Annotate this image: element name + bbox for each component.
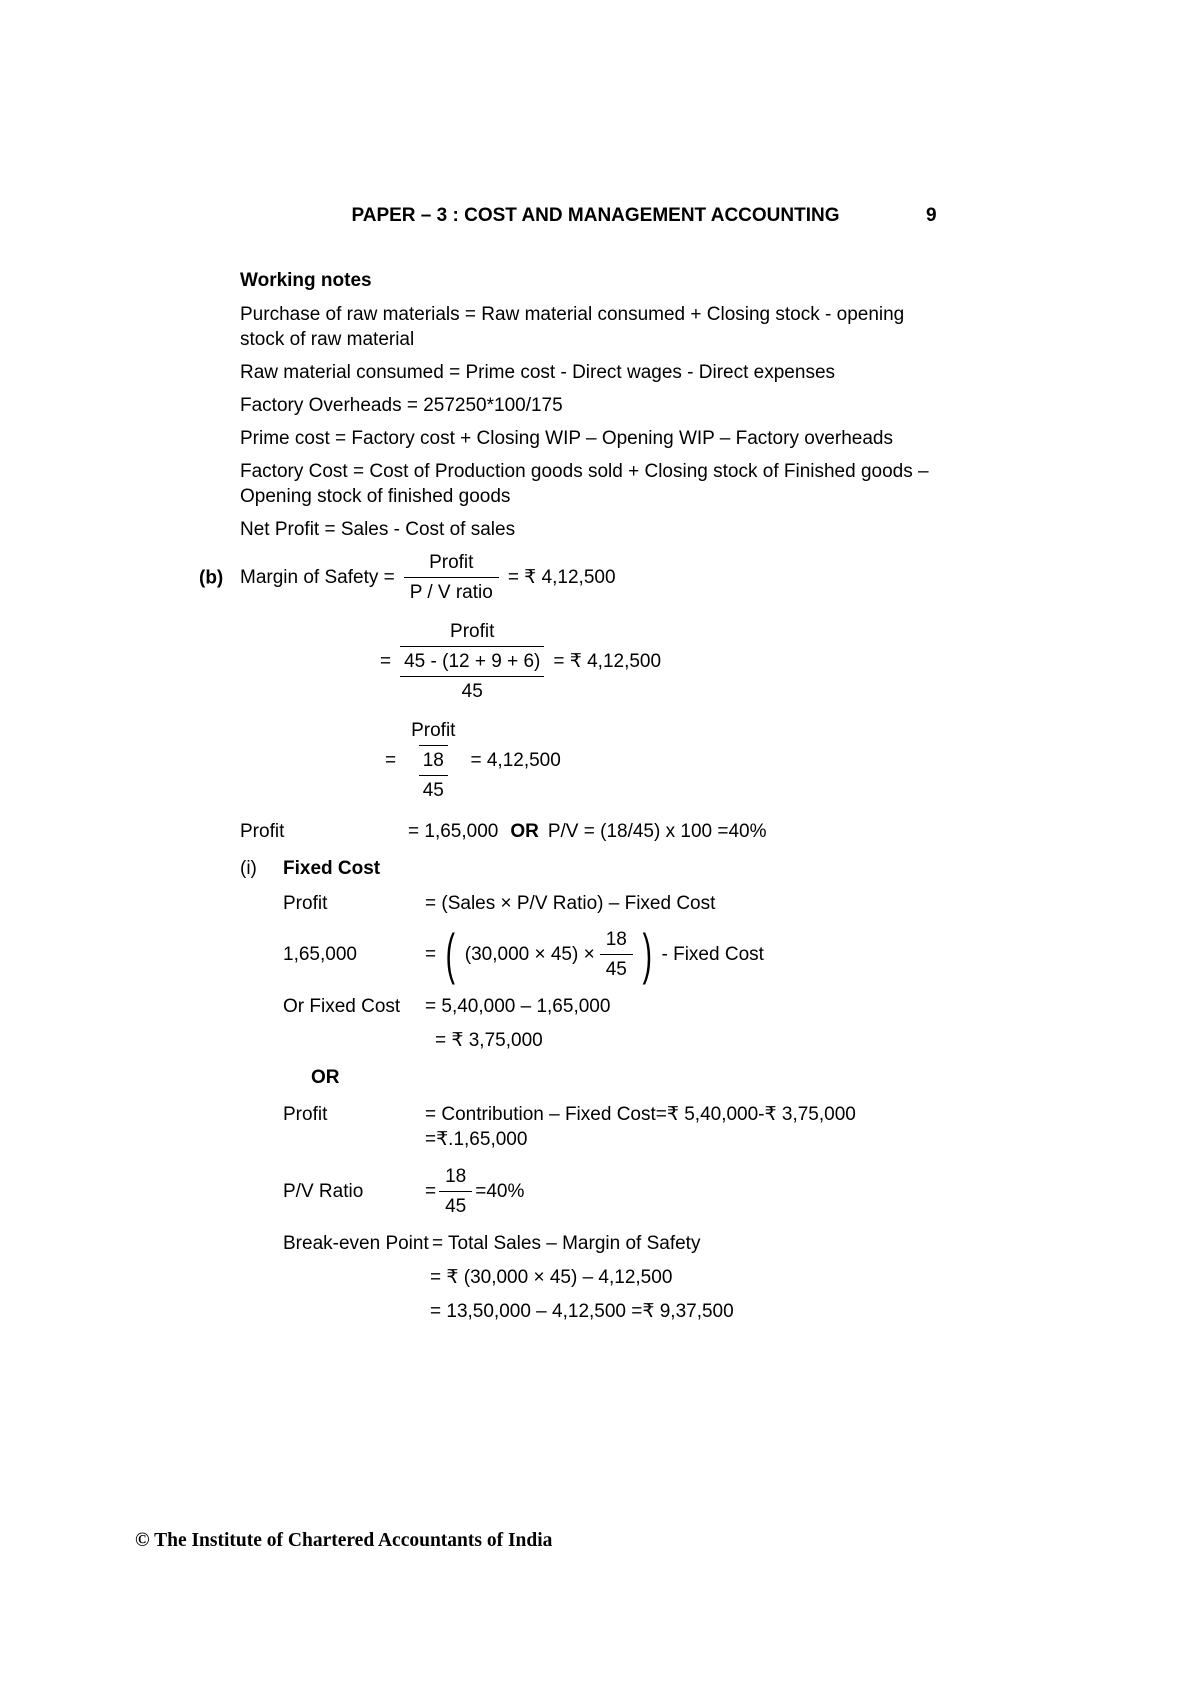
row-label: 1,65,000 xyxy=(283,943,357,965)
page-number: 9 xyxy=(926,205,937,226)
profit-label: Profit xyxy=(240,821,285,842)
profit-value: = 1,65,000 xyxy=(408,821,499,842)
section-i-heading-row xyxy=(240,856,946,881)
row-value: = (Sales × P/V Ratio) – Fixed Cost xyxy=(425,893,716,914)
inner-denominator: 45 xyxy=(419,775,448,803)
working-note-factory-cost: Factory Cost = Cost of Production goods sold + Closing stock of Finished goods – Opening stock of finished goods xyxy=(240,461,929,507)
inner-numerator: 18 xyxy=(422,750,444,771)
working-notes-heading: Working notes xyxy=(240,270,372,291)
amount-equation-row xyxy=(283,922,946,985)
nested-fraction xyxy=(400,619,544,704)
sales-factor: (30,000 × 45) × xyxy=(464,943,595,965)
margin-of-safety-lhs: Margin of Safety = xyxy=(240,567,395,588)
profit-result-line xyxy=(240,819,946,844)
profit-formula-row xyxy=(283,891,946,916)
nested-fraction xyxy=(405,718,461,803)
break-even-line-2: = ₹ (30,000 × 45) – 4,12,500 xyxy=(430,1267,673,1288)
fraction-18-45 xyxy=(439,1164,472,1219)
fraction-denominator: P / V ratio xyxy=(404,577,499,605)
working-note-purchase: Purchase of raw materials = Raw material consumed + Closing stock - opening stock of raw material xyxy=(240,304,905,350)
working-note-net-profit: Net Profit = Sales - Cost of sales xyxy=(240,519,516,540)
fraction-numerator: Profit xyxy=(411,720,456,741)
section-i-label: (i) xyxy=(240,858,257,879)
row-label: Or Fixed Cost xyxy=(283,996,401,1017)
or-fixed-cost-row xyxy=(283,994,946,1019)
fraction-denominator xyxy=(419,745,448,803)
pv-ratio-row xyxy=(283,1164,946,1219)
open-paren: ( xyxy=(445,922,456,985)
fraction-18-45 xyxy=(600,927,633,982)
row-label: P/V Ratio xyxy=(283,1181,364,1202)
or-keyword: OR xyxy=(510,821,539,842)
margin-of-safety-equation-1 xyxy=(199,550,946,605)
fraction-denominator: 45 xyxy=(600,954,633,982)
fraction-numerator: Profit xyxy=(450,621,495,642)
break-even-point-row xyxy=(283,1231,946,1256)
row-label: Profit xyxy=(283,893,328,914)
section-i-body xyxy=(283,891,946,1324)
paper-title: PAPER – 3 : COST AND MANAGEMENT ACCOUNTING xyxy=(351,205,840,226)
copyright-notice: © The Institute of Chartered Accountants of India xyxy=(135,1530,553,1551)
equation-1-result: = ₹ 4,12,500 xyxy=(507,567,616,588)
inner-numerator: 45 - (12 + 9 + 6) xyxy=(404,651,541,672)
inner-denominator: 45 xyxy=(400,676,544,704)
working-note-prime-cost: Prime cost = Factory cost + Closing WIP – Opening WIP – Factory overheads xyxy=(240,428,893,449)
fraction-denominator xyxy=(400,646,544,704)
fraction-numerator: 18 xyxy=(445,1166,467,1187)
row-value: = Total Sales – Margin of Safety xyxy=(432,1233,701,1254)
fraction-denominator: 45 xyxy=(439,1191,472,1219)
equation-2-result: = ₹ 4,12,500 xyxy=(553,651,662,672)
profit-alternative-row xyxy=(283,1102,946,1152)
row-value: = Contribution – Fixed Cost=₹ 5,40,000-₹ 3,75,000 =₹.1,65,000 xyxy=(425,1104,856,1150)
working-note-factory-overheads: Factory Overheads = 257250*100/175 xyxy=(240,395,563,416)
pv-ratio-alternative: P/V = (18/45) x 100 =40% xyxy=(547,821,767,842)
fraction-numerator: Profit xyxy=(429,552,474,573)
equals-sign: = xyxy=(380,651,392,672)
equals-sign: = xyxy=(385,750,397,771)
fraction-profit-over-pv-ratio xyxy=(404,550,499,605)
fixed-cost-heading: Fixed Cost xyxy=(283,858,381,879)
row-label: Break-even Point xyxy=(283,1233,429,1254)
or-heading: OR xyxy=(311,1067,340,1088)
equals-sign: = xyxy=(425,1181,437,1202)
page-content xyxy=(199,268,946,1333)
margin-of-safety-equation-2 xyxy=(380,619,946,704)
amount-equation xyxy=(425,922,764,985)
row-value: = 5,40,000 – 1,65,000 xyxy=(425,996,611,1017)
break-even-line-3: = 13,50,000 – 4,12,500 =₹ 9,37,500 xyxy=(430,1301,734,1322)
equals-sign: = xyxy=(425,943,437,965)
minus-fixed-cost: - Fixed Cost xyxy=(661,943,764,965)
section-b-label: (b) xyxy=(199,567,224,588)
close-paren: ) xyxy=(642,922,652,985)
pv-ratio-result: =40% xyxy=(475,1181,525,1202)
working-note-raw-material: Raw material consumed = Prime cost - Direct wages - Direct expenses xyxy=(240,362,836,383)
fixed-cost-result: = ₹ 3,75,000 xyxy=(435,1030,543,1051)
margin-of-safety-equation-3 xyxy=(385,718,946,803)
pv-ratio-equation xyxy=(425,1164,524,1219)
fraction-numerator: 18 xyxy=(605,928,627,950)
equation-3-result: = 4,12,500 xyxy=(470,750,561,771)
row-label: Profit xyxy=(283,1104,328,1125)
